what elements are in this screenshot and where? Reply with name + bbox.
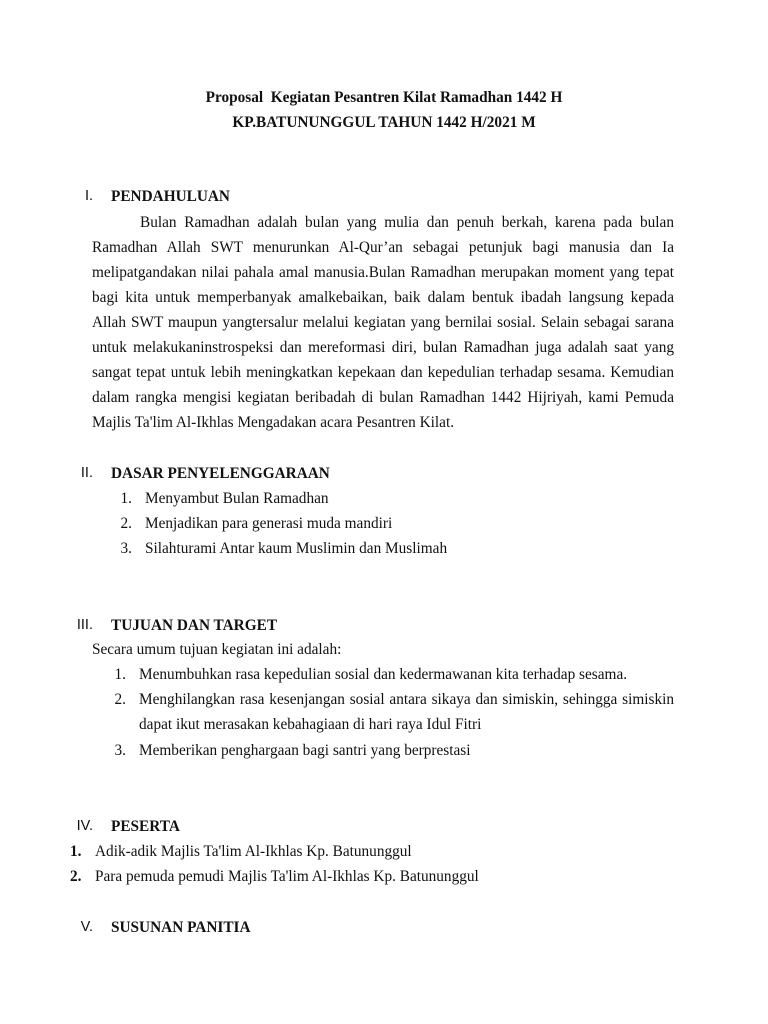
paragraph-line: Ramadhan Allah SWT menurunkan Al-Qur’an sebagai petunjuk bagi manusia dan Ia	[92, 239, 674, 256]
list-number: 2.	[120, 515, 132, 532]
list-text: Memberikan penghargaan bagi santri yang berprestasi	[139, 742, 471, 759]
paragraph-line: Allah SWT maupun yangtersalur melalui kegiatan yang bernilai sosial. Selain sebagai sarana	[92, 314, 674, 331]
section-heading: PESERTA	[111, 818, 180, 835]
section-heading: DASAR PENYELENGGARAAN	[111, 465, 330, 482]
list-number: 2.	[114, 691, 126, 708]
section-heading: TUJUAN DAN TARGET	[111, 617, 278, 634]
title-line-1: Proposal Kegiatan Pesantren Kilat Ramadhan 1442 H	[205, 89, 563, 106]
section-numeral: IV.	[76, 818, 93, 834]
list-number: 3.	[120, 540, 132, 557]
paragraph-line: dalam rangka mengisi kegiatan beribadah di bulan Ramadhan 1442 Hijriyah, kami Pemuda	[92, 389, 674, 406]
section-numeral: II.	[80, 465, 93, 481]
paragraph-line: melipatgandakan nilai pahala amal manusia.Bulan Ramadhan merupakan moment yang tepat	[92, 264, 674, 281]
paragraph-line: Bulan Ramadhan adalah bulan yang mulia dan penuh berkah, karena pada bulan	[140, 214, 674, 231]
section-numeral: V.	[80, 919, 93, 935]
section-intro: Secara umum tujuan kegiatan ini adalah:	[92, 641, 342, 658]
section-heading: SUSUNAN PANITIA	[111, 919, 251, 936]
section-heading: PENDAHULUAN	[111, 188, 230, 205]
list-text: Para pemuda pemudi Majlis Ta'lim Al-Ikhlas Kp. Batununggul	[95, 868, 479, 885]
list-text: Menumbuhkan rasa kepedulian sosial dan kedermawanan kita terhadap sesama.	[139, 666, 628, 683]
paragraph-line: bagi kita untuk memperbanyak amalkebaikan, baik dalam bentuk ibadah langsung kepada	[92, 289, 674, 306]
paragraph-line: sangat tepat untuk lebih meningkatkan kepekaan dan kepedulian terhadap sesama. Kemudian	[92, 364, 674, 381]
list-text-continuation: dapat ikut merasakan kebahagiaan di hari raya Idul Fitri	[139, 716, 482, 733]
list-text: Menghilangkan rasa kesenjangan sosial antara sikaya dan simiskin, sehingga simiskin	[139, 691, 674, 708]
list-text: Adik-adik Majlis Ta'lim Al-Ikhlas Kp. Batununggul	[95, 843, 412, 860]
section-numeral: III.	[76, 617, 93, 633]
list-number: 1.	[114, 666, 126, 683]
list-number: 3.	[114, 742, 126, 759]
list-text: Silahturami Antar kaum Muslimin dan Muslimah	[145, 540, 448, 557]
paragraph-line: untuk melakukaninstrospeksi dan mereformasi diri, bulan Ramadhan juga adalah saat yang	[92, 339, 674, 356]
section-numeral: I.	[84, 188, 93, 204]
list-text: Menyambut Bulan Ramadhan	[145, 490, 329, 507]
list-text: Menjadikan para generasi muda mandiri	[145, 515, 393, 532]
list-number: 1.	[120, 490, 132, 507]
paragraph-line: Majlis Ta'lim Al-Ikhlas Mengadakan acara Pesantren Kilat.	[92, 414, 455, 431]
list-number: 2.	[70, 868, 82, 885]
list-number: 1.	[70, 843, 82, 860]
title-line-2: KP.BATUNUNGGUL TAHUN 1442 H/2021 M	[232, 114, 536, 131]
